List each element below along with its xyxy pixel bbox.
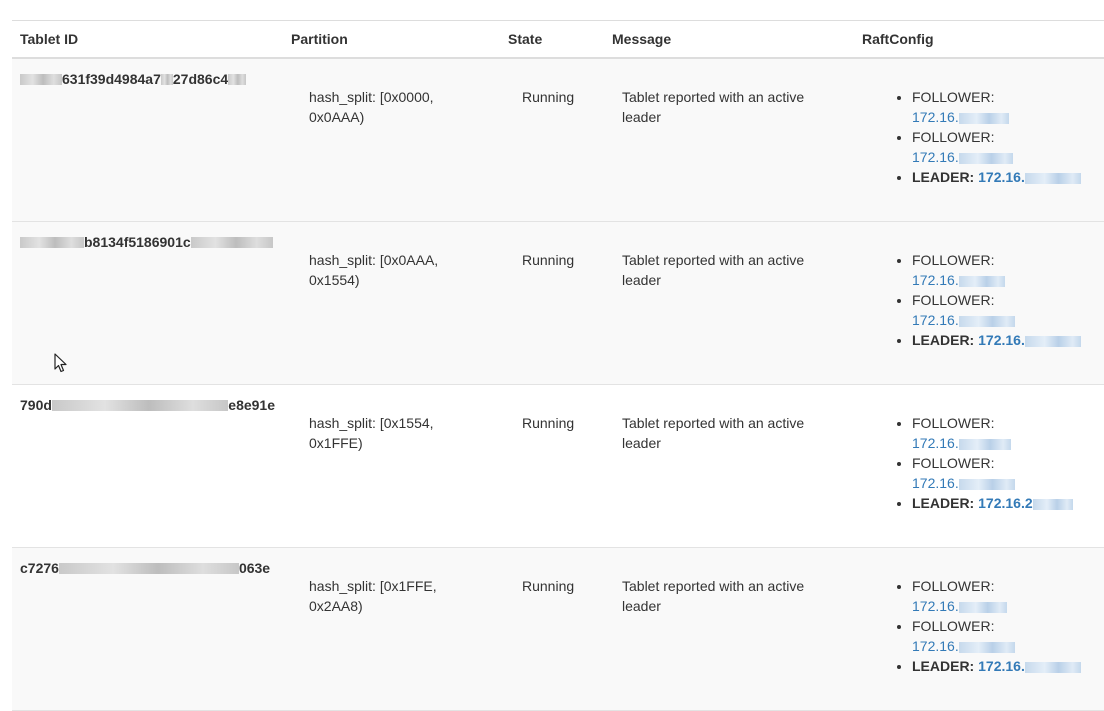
raftconfig-cell xyxy=(854,548,1104,711)
redacted-text xyxy=(1033,499,1073,510)
redacted-text xyxy=(959,316,1015,327)
peer-ip-link[interactable]: 172.16. xyxy=(912,435,1011,451)
peer-item-leader: • LEADER: 172.16.2 xyxy=(912,493,1104,513)
peer-ip-link[interactable]: 172.16. xyxy=(912,109,1009,125)
redacted-text xyxy=(959,113,1009,124)
redacted-text xyxy=(959,439,1011,450)
peer-item: • FOLLOWER: 172.16. xyxy=(912,413,1104,453)
tablet-id-text: e8e91e xyxy=(228,397,275,413)
message-text: Tablet reported with an active leader xyxy=(622,252,805,288)
peer-item: • FOLLOWER: 172.16. xyxy=(912,290,1104,330)
state-text: Running xyxy=(522,252,575,268)
table-row xyxy=(12,385,1104,548)
redacted-text xyxy=(161,74,173,85)
peer-ip-link[interactable]: 172.16. xyxy=(912,149,1013,165)
redacted-text xyxy=(959,642,1015,653)
peer-item: • FOLLOWER: 172.16. xyxy=(912,87,1104,127)
mouse-pointer-icon xyxy=(54,353,68,373)
peer-list xyxy=(854,59,1104,187)
redacted-text xyxy=(20,74,62,85)
raftconfig-cell xyxy=(854,58,1104,222)
peer-item: • FOLLOWER: 172.16. xyxy=(912,250,1104,290)
message-text: Tablet reported with an active leader xyxy=(622,578,805,614)
table-row xyxy=(12,222,1104,385)
peer-ip-link[interactable]: 172.16. xyxy=(912,475,1015,491)
redacted-text xyxy=(52,400,228,411)
partition-text: hash_split: [0x0000, 0x0AAA) xyxy=(309,89,434,125)
tablet-id-cell xyxy=(12,58,283,222)
tablet-id-text: 631f39d4984a7 xyxy=(62,71,161,87)
state-cell xyxy=(500,222,604,385)
message-cell xyxy=(604,385,854,548)
peer-ip-link[interactable]: 172.16.2 xyxy=(978,495,1073,511)
column-header-state[interactable]: State xyxy=(500,21,604,59)
message-text: Tablet reported with an active leader xyxy=(622,415,805,451)
column-header-message[interactable]: Message xyxy=(604,21,854,59)
redacted-text xyxy=(1025,173,1081,184)
peer-item: • FOLLOWER: 172.16. xyxy=(912,576,1104,616)
partition-text: hash_split: [0x1FFE, 0x2AA8) xyxy=(309,578,437,614)
redacted-text xyxy=(959,479,1015,490)
tablet-id-cell xyxy=(12,385,283,548)
peer-item-leader: • LEADER: 172.16. xyxy=(912,167,1104,187)
tablets-table xyxy=(12,20,1104,711)
redacted-text xyxy=(1025,662,1081,673)
partition-text: hash_split: [0x0AAA, 0x1554) xyxy=(309,252,439,288)
redacted-text xyxy=(959,602,1007,613)
column-header-raftconfig[interactable]: RaftConfig xyxy=(854,21,1104,59)
tablet-id-cell xyxy=(12,222,283,385)
tablet-id-cell xyxy=(12,548,283,711)
peer-list xyxy=(854,385,1104,513)
table-row xyxy=(12,58,1104,222)
table-row xyxy=(12,548,1104,711)
state-cell xyxy=(500,385,604,548)
message-cell xyxy=(604,222,854,385)
partition-cell xyxy=(283,385,500,548)
tablets-table-container xyxy=(12,20,1104,711)
tablet-id-text: 27d86c4 xyxy=(172,71,229,87)
state-cell xyxy=(500,548,604,711)
peer-item: • FOLLOWER: 172.16. xyxy=(912,453,1104,493)
partition-cell xyxy=(283,548,500,711)
redacted-text xyxy=(959,153,1013,164)
message-cell xyxy=(604,58,854,222)
peer-item: • FOLLOWER: 172.16. xyxy=(912,127,1104,167)
redacted-text xyxy=(959,276,1005,287)
redacted-text xyxy=(20,237,84,248)
raftconfig-cell xyxy=(854,222,1104,385)
state-text: Running xyxy=(522,89,575,105)
peer-ip-link[interactable]: 172.16. xyxy=(912,272,1005,288)
state-cell xyxy=(500,58,604,222)
peer-item-leader: • LEADER: 172.16. xyxy=(912,656,1104,676)
message-cell xyxy=(604,548,854,711)
table-header-row xyxy=(12,21,1104,59)
state-text: Running xyxy=(522,415,575,431)
tablet-id-text: b8134f5186901c xyxy=(84,234,191,250)
redacted-text xyxy=(191,237,273,248)
peer-ip-link[interactable]: 172.16. xyxy=(978,332,1081,348)
partition-cell xyxy=(283,58,500,222)
partition-cell xyxy=(283,222,500,385)
message-text: Tablet reported with an active leader xyxy=(622,89,805,125)
peer-ip-link[interactable]: 172.16. xyxy=(912,598,1007,614)
peer-item-leader: • LEADER: 172.16. xyxy=(912,330,1104,350)
tablet-id-text: 063e xyxy=(238,560,271,576)
column-header-tablet-id[interactable]: Tablet ID xyxy=(12,21,283,59)
partition-text: hash_split: [0x1554, 0x1FFE) xyxy=(309,415,434,451)
redacted-text xyxy=(59,563,239,574)
state-text: Running xyxy=(522,578,575,594)
redacted-text xyxy=(1025,336,1081,347)
column-header-partition[interactable]: Partition xyxy=(283,21,500,59)
peer-ip-link[interactable]: 172.16. xyxy=(978,658,1081,674)
peer-ip-link[interactable]: 172.16. xyxy=(978,169,1081,185)
tablet-id-text: c7276 xyxy=(20,560,59,576)
peer-list xyxy=(854,548,1104,676)
peer-item: • FOLLOWER: 172.16. xyxy=(912,616,1104,656)
redacted-text xyxy=(228,74,246,85)
peer-list xyxy=(854,222,1104,350)
raftconfig-cell xyxy=(854,385,1104,548)
peer-ip-link[interactable]: 172.16. xyxy=(912,638,1015,654)
tablet-id-text: 790d xyxy=(20,397,52,413)
peer-ip-link[interactable]: 172.16. xyxy=(912,312,1015,328)
